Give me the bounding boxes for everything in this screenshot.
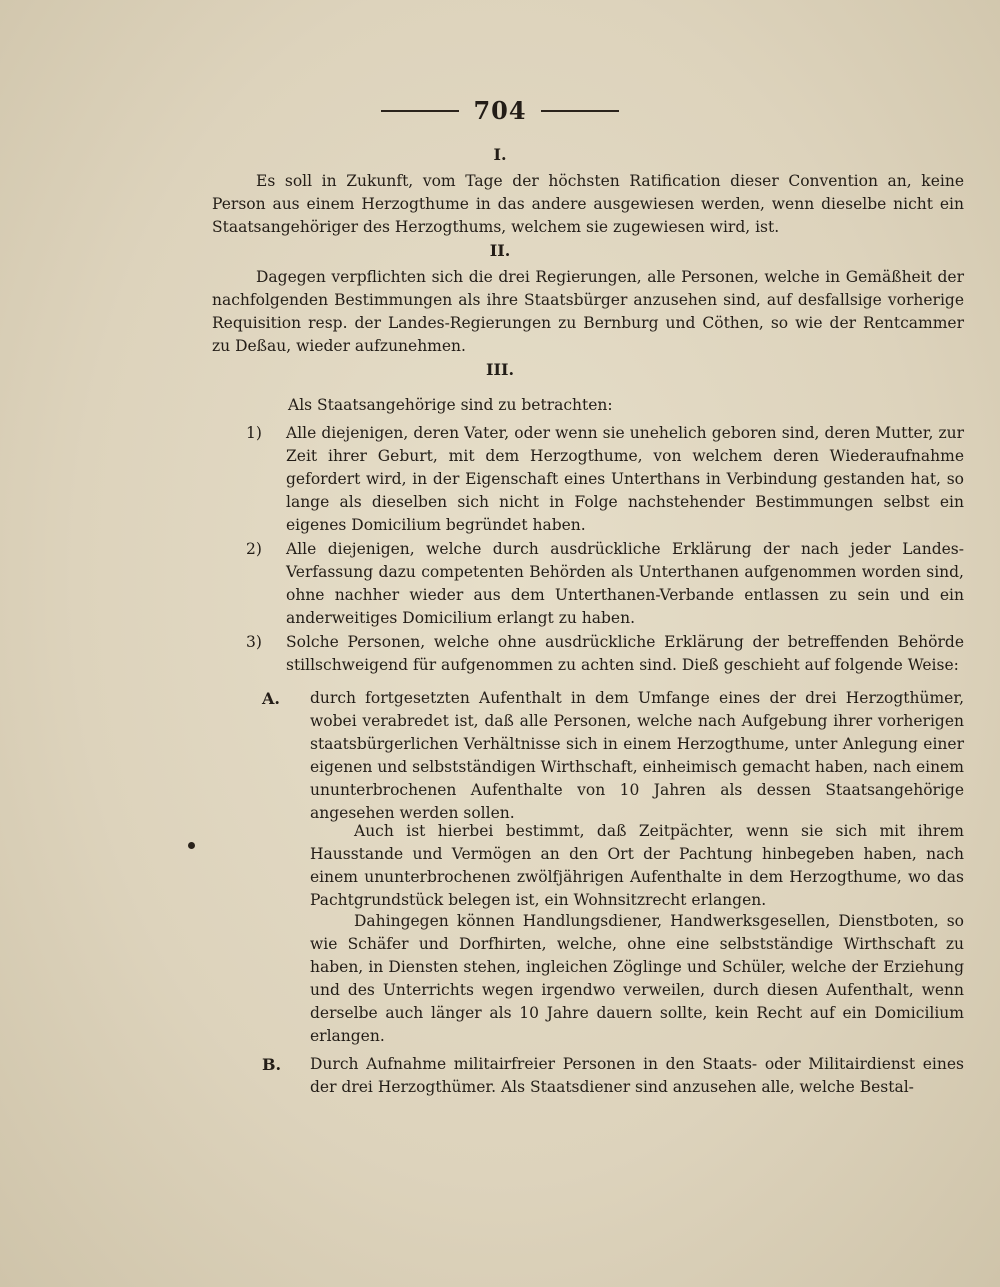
margin-dot [188,842,195,849]
subitem-letter-a: A. [262,689,280,708]
section-text-2: Dagegen verpflichten sich die drei Regierungen, alle Personen, welche in Gemäßheit der nachfolgenden Bestimmungen als ihre Staatsbürger anzusehen sind, auf desfallsige vorherige Requisition resp. der Landes-Regierungen zu Bernburg und Cöthen, so wie der Rentcammer zu Deßau, wieder aufzunehmen. [212,268,964,355]
section-text-1: Es soll in Zukunft, vom Tage der höchsten Ratification dieser Convention an, keine Person aus einem Herzogthume in das andere ausgewiesen werden, wenn dieselbe nicht ein Staatsangehöriger des Herzogthums, welchem sie zugewiesen wird, ist. [212,172,964,236]
header-rule-right [541,110,619,112]
item-number-2: 2) [246,540,262,558]
item-text-3: Solche Personen, welche ohne ausdrückliche Erklärung der betreffenden Behörde stillschweigend für aufgenommen zu achten sind. Dieß geschieht auf folgende Weise: [286,633,964,674]
page-number: 704 [473,96,527,125]
item-text-2: Alle diejenigen, welche durch ausdrückliche Erklärung der nach jeder Landes-Verfassung dazu competenten Behörden als Unterthanen aufgenommen worden sind, ohne nachher wieder aus dem Unterthanen-Verbande entlassen zu sein und ein anderweitiges Domicilium erlangt zu haben. [286,540,964,627]
subitem-a-text-3: Dahingegen können Handlungsdiener, Handwerksgesellen, Dienstboten, so wie Schäfer und Dorfhirten, welche, ohne eine selbstständige Wirthschaft zu haben, in Diensten stehen, ingleichen Zöglinge und Schüler, welche der Erziehung und des Unterrichts wegen irgendwo verweilen, durch diesen Aufenthalt, wenn derselbe auch länger als 10 Jahre dauern sollte, kein Recht auf ein Domicilium erlangen. [310,912,964,1045]
item-text-1: Alle diejenigen, deren Vater, oder wenn sie unehelich geboren sind, deren Mutter, zur Zeit ihrer Geburt, mit dem Herzogthume, von welchem deren Wiederaufnahme gefordert wird, in der Eigenschaft eines Unterthans in Verbindung gestanden hat, so lange als dieselben sich nicht in Folge nachstehender Bestimmungen selbst ein eigenes Domicilium begründet haben. [286,424,964,534]
item-number-3: 3) [246,633,262,651]
item-number-1: 1) [246,424,262,442]
subitem-a-text-1: durch fortgesetzten Aufenthalt in dem Umfange eines der drei Herzogthümer, wobei verabredet ist, daß alle Personen, welche nach Aufgebung ihrer vorherigen staatsbürgerlichen Verhältnisse sich in einem Herzogthume, unter Anlegung einer eigenen und selbstständigen Wirthschaft, einheimisch gemacht haben, nach einem ununterbrochenen Aufenthalte von 10 Jahren als dessen Staatsangehörige angesehen werden sollen. [310,689,964,822]
subitem-b-text-1: Durch Aufnahme militairfreier Personen in den Staats- oder Militairdienst eines der drei Herzogthümer. Als Staatsdiener sind anzusehen alle, welche Bestal- [310,1055,964,1096]
section-heading-1: I. [493,145,507,164]
section-text-3: Als Staatsangehörige sind zu betrachten: [288,396,613,414]
subitem-a-text-2: Auch ist hierbei bestimmt, daß Zeitpächter, wenn sie sich mit ihrem Hausstande und Vermögen an den Ort der Pachtung hinbegeben haben, nach einem ununterbrochenen zwölfjährigen Aufenthalte in dem Herzogthume, wo das Pachtgrundstück belegen ist, ein Wohnsitzrecht erlangen. [310,822,964,909]
subitem-letter-b: B. [262,1055,282,1074]
page-header [0,96,1000,125]
header-rule-left [381,110,459,112]
section-heading-2: II. [489,241,511,260]
section-heading-3: III. [485,360,515,379]
